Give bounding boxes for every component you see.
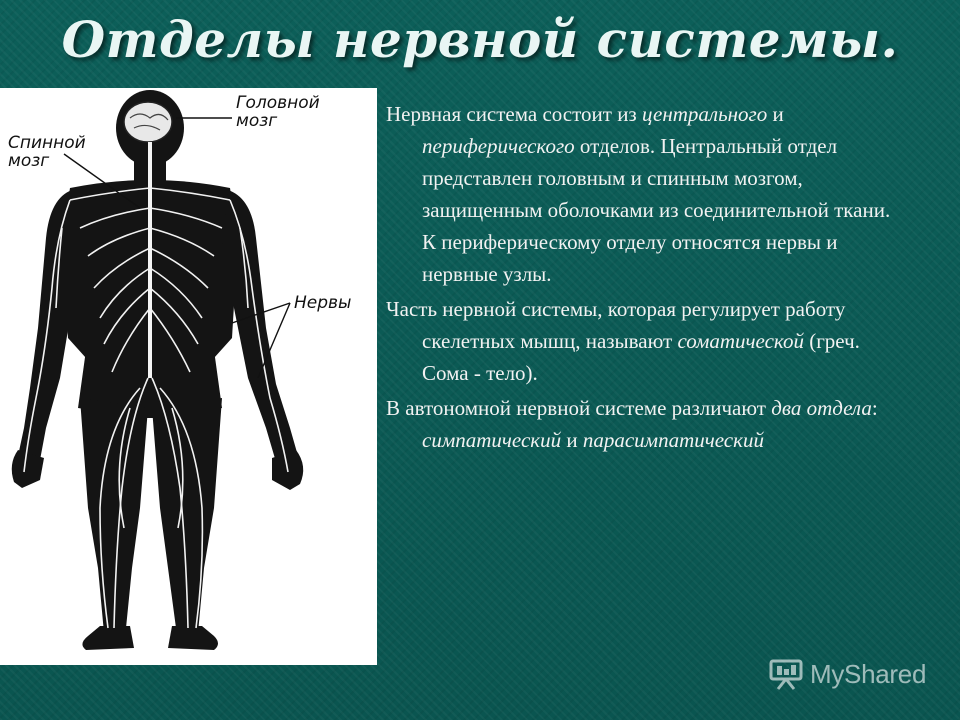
paragraph-1 [386, 98, 906, 290]
watermark-text: MyShared [810, 658, 927, 689]
body-text [386, 98, 906, 459]
nervous-system-figure [0, 88, 377, 665]
brain-shape [124, 102, 172, 142]
p1-text-a: Нервная система состоит из [386, 102, 642, 126]
p3-text-c: : [871, 396, 878, 420]
p3-text-e: и [561, 428, 583, 452]
p2-term-somatic: соматической [677, 329, 804, 353]
label-spinal-cord: Спинной мозг [8, 133, 86, 171]
presentation-icon [768, 657, 804, 691]
p3-term-sympathetic: симпатический [422, 428, 562, 452]
p3-text-a: В автономной нервной системе различают [386, 396, 772, 420]
paragraph-3 [386, 392, 906, 456]
p1-term-central: центрального [641, 102, 768, 126]
p1-term-peripheral: периферического [422, 134, 575, 158]
myshared-watermark [768, 656, 926, 692]
p1-text-e: отделов. Центральный отдел представлен головным и спинным мозгом, защищенным оболочками из соединительной ткани. К периферическому отделу относятся нервы и нервные узлы. [422, 134, 891, 286]
human-body-illustration [0, 88, 377, 665]
p3-term-two-parts: два отдела [771, 396, 872, 420]
p3-term-parasympathetic: парасимпатический [582, 428, 764, 452]
p2-text-c: (греч. Сома - тело). [422, 329, 860, 385]
label-brain: Головной мозг [236, 93, 320, 131]
p1-text-c: и [767, 102, 784, 126]
paragraph-2 [386, 293, 906, 389]
slide-title: Отделы нервной системы. [61, 10, 899, 69]
label-nerves: Нервы [294, 293, 352, 313]
p2-text-a: Часть нервной системы, которая регулирует работу скелетных мышц, называют [386, 297, 846, 353]
